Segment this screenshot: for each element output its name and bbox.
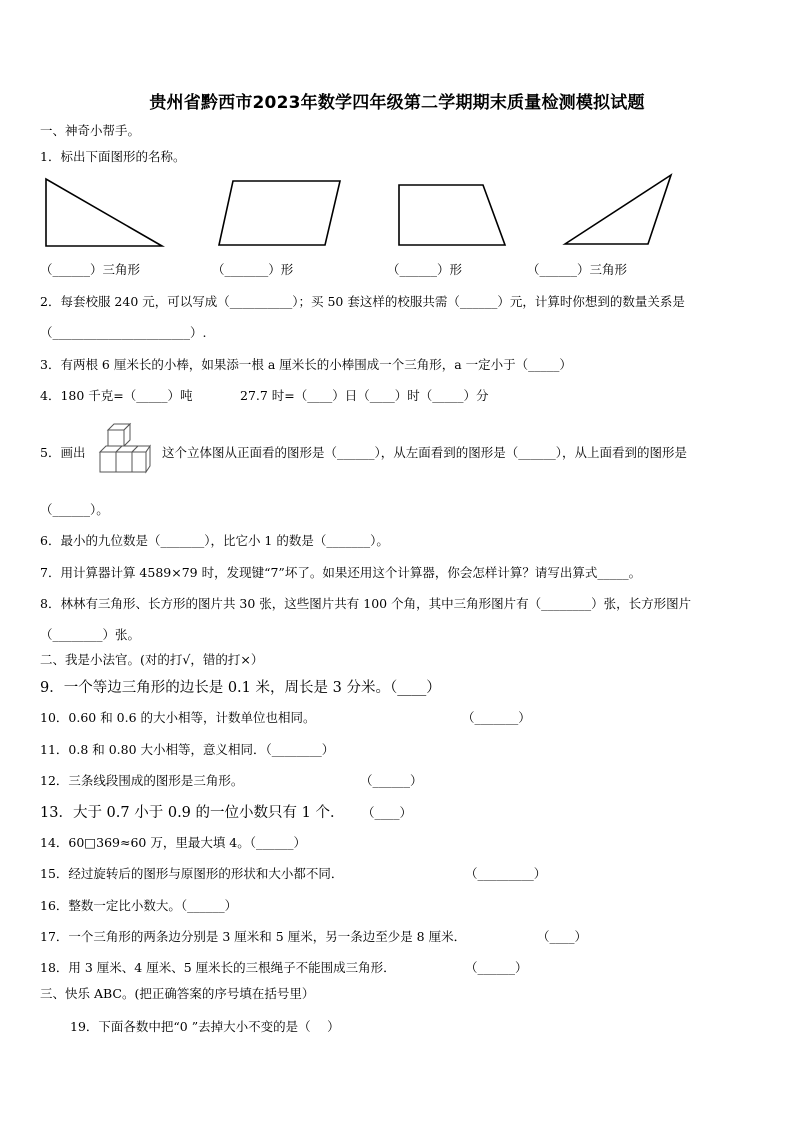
question-3: 3．有两根 6 厘米长的小棒，如果添一根 a 厘米长的小棒围成一个三角形，a 一定小于（_____）	[40, 357, 572, 372]
question-4-part-b: 27.7 时=（____）日（____）时（_____）分	[240, 388, 489, 403]
parallelogram-figure	[218, 180, 343, 248]
question-5-text: 这个立体图从正面看的图形是（______），从左面看到的图形是（______），从上面看到的图形是	[162, 445, 688, 460]
obtuse-triangle-figure	[564, 174, 674, 248]
question-2-line-1: 2．每套校服 240 元，可以写成（__________）；买 50 套这样的校服共需（______）元，计算时你想到的数量关系是	[40, 294, 685, 309]
shape-label-2: （_______）形	[212, 262, 294, 277]
trapezoid-figure	[398, 184, 508, 248]
question-11: 11．0.8 和 0.80 大小相等，意义相同．（________）	[40, 742, 335, 757]
question-5-line-2: （______）。	[40, 502, 109, 517]
question-4-part-a: 4．180 千克=（_____）吨	[40, 388, 193, 403]
question-8-line-1: 8．林林有三角形、长方形的图片共 30 张，这些图片共有 100 个角，其中三角形图片有（________）张，长方形图片	[40, 596, 692, 611]
section-2-heading: 二、我是小法官。(对的打√，错的打×）	[40, 652, 264, 667]
question-15: 15．经过旋转后的图形与原图形的形状和大小都不同．	[40, 866, 344, 881]
question-1: 1．标出下面图形的名称。	[40, 149, 186, 164]
section-1-heading: 一、神奇小帮手。	[40, 123, 141, 138]
shape-label-1: （______）三角形	[40, 262, 141, 277]
shape-label-3: （______）形	[387, 262, 463, 277]
question-17-answer-blank[interactable]: （____）	[537, 929, 588, 944]
question-19: 19．下面各数中把“0 ”去掉大小不变的是（ ）	[70, 1019, 340, 1034]
page-title: 贵州省黔西市2023年数学四年级第二学期期末质量检测模拟试题	[149, 93, 645, 113]
shape-label-4: （______）三角形	[527, 262, 628, 277]
question-14: 14．60□369≈60 万，里最大填 4。（______）	[40, 835, 307, 850]
question-9: 9．一个等边三角形的边长是 0.1 米，周长是 3 分米。（____）	[40, 680, 441, 696]
question-18: 18．用 3 厘米、4 厘米、5 厘米长的三根绳子不能围成三角形．	[40, 960, 396, 975]
question-13: 13．大于 0.7 小于 0.9 的一位小数只有 1 个．	[40, 805, 345, 821]
question-13-answer-blank[interactable]: （____）	[362, 805, 413, 820]
question-8-line-2: （________）张。	[40, 627, 141, 642]
question-16: 16．整数一定比小数大。（______）	[40, 898, 238, 913]
question-2-line-2: （______________________）.	[40, 325, 207, 340]
question-5-prefix: 5．画出	[40, 445, 86, 460]
question-10-answer-blank[interactable]: （_______）	[462, 710, 531, 725]
section-3-heading: 三、快乐 ABC。(把正确答案的序号填在括号里）	[40, 986, 315, 1001]
question-12: 12．三条线段围成的图形是三角形。	[40, 773, 244, 788]
question-6: 6．最小的九位数是（_______），比它小 1 的数是（_______）。	[40, 533, 389, 548]
question-17: 17．一个三角形的两条边分别是 3 厘米和 5 厘米，另一条边至少是 8 厘米．	[40, 929, 467, 944]
right-triangle-figure	[45, 178, 165, 248]
question-18-answer-blank[interactable]: （______）	[465, 960, 528, 975]
question-12-answer-blank[interactable]: （______）	[360, 773, 423, 788]
cube-stack-figure	[96, 422, 152, 482]
question-7: 7．用计算器计算 4589×79 时，发现键“7”坏了。如果还用这个计算器，你会怎样计算？请写出算式_____。	[40, 565, 642, 580]
question-10: 10．0.60 和 0.6 的大小相等，计数单位也相同。	[40, 710, 316, 725]
question-15-answer-blank[interactable]: （_________）	[465, 866, 547, 881]
